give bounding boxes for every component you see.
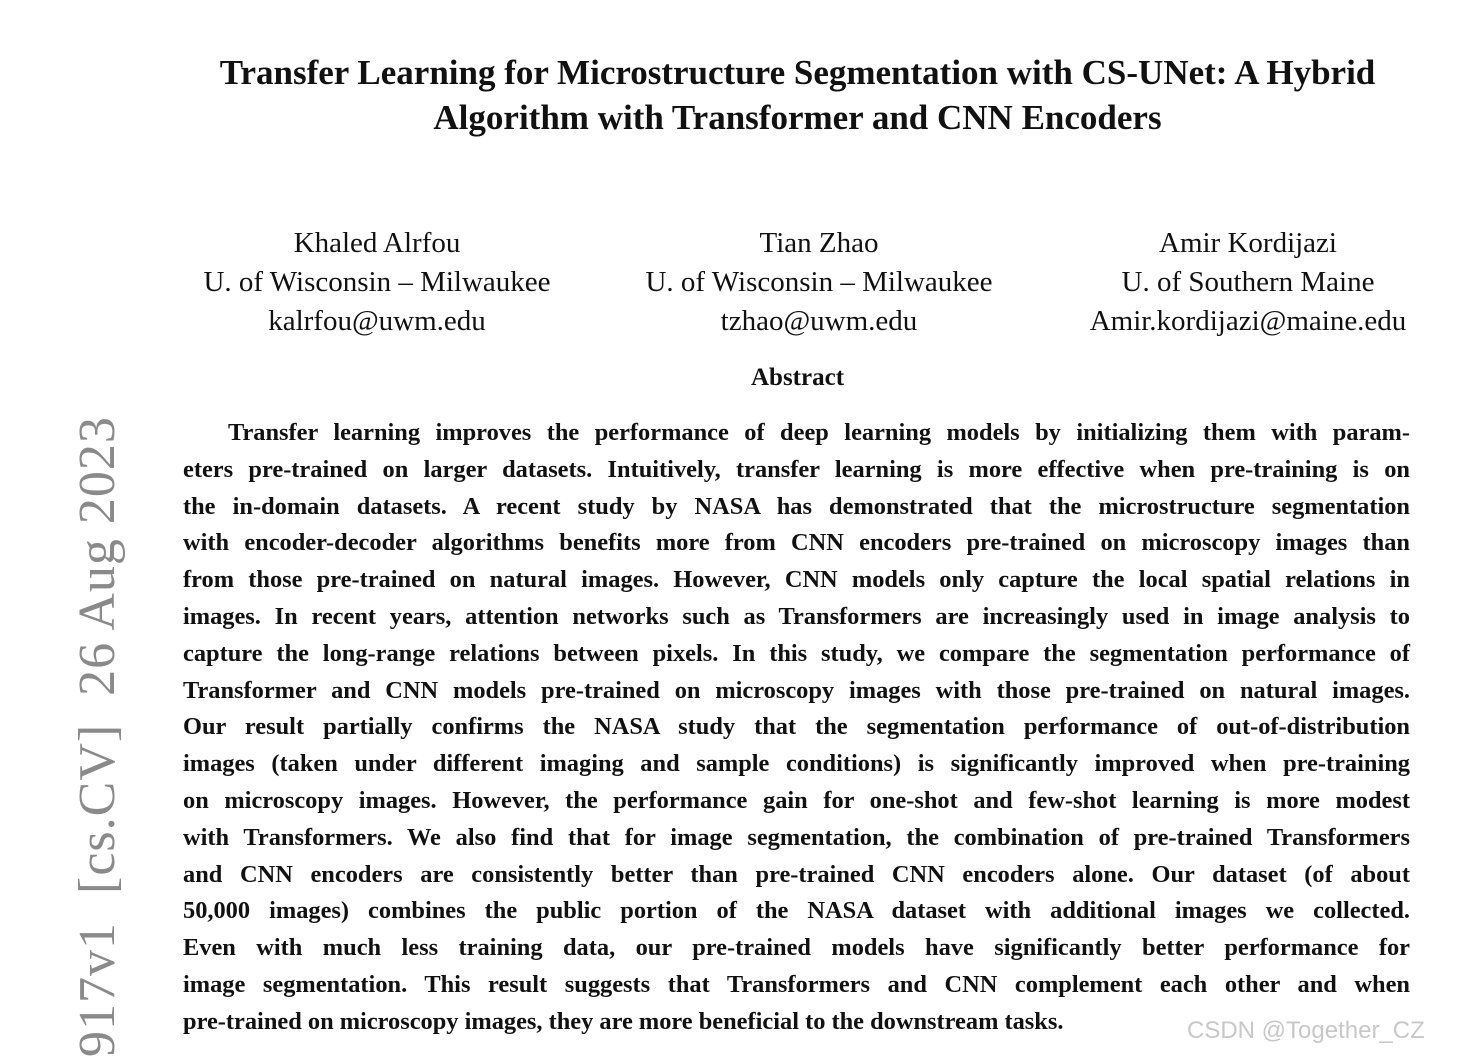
paper-title — [150, 50, 1445, 140]
author-2 — [589, 224, 1049, 341]
author-3 — [1018, 224, 1457, 341]
arxiv-identifier-stamp: 917v1 [cs.CV] 26 Aug 2023 — [69, 416, 126, 1057]
abstract-line: Our result partially confirms the NASA study that the segmentation performance of out-of-distribution — [183, 713, 1410, 741]
abstract-line: with encoder-decoder algorithms benefits more from CNN encoders pre-trained on microscopy images than — [183, 529, 1410, 557]
abstract-line: with Transformers. We also find that for image segmentation, the combination of pre-trained Transformers — [183, 823, 1410, 851]
abstract-line: on microscopy images. However, the performance gain for one-shot and few-shot learning is more modest — [183, 786, 1410, 814]
abstract-body — [183, 415, 1410, 1041]
abstract-heading: Abstract — [750, 364, 845, 391]
author-email: kalrfou@uwm.edu — [268, 305, 486, 337]
author-affiliation: U. of Wisconsin – Milwaukee — [203, 266, 551, 298]
author-email: tzhao@uwm.edu — [720, 305, 918, 337]
author-affiliation: U. of Wisconsin – Milwaukee — [645, 266, 993, 298]
abstract-line: Even with much less training data, our pre-trained models have significantly better performance for — [183, 934, 1410, 962]
author-1 — [147, 224, 607, 341]
abstract-line: and CNN encoders are consistently better than pre-trained CNN encoders alone. Our dataset (of about — [183, 860, 1410, 888]
abstract-line: Transfer learning improves the performance of deep learning models by initializing them with param- — [228, 419, 1410, 446]
author-name: Khaled Alrfou — [293, 227, 461, 259]
abstract-line: image segmentation. This result suggests that Transformers and CNN complement each other and when — [183, 970, 1410, 998]
author-name: Tian Zhao — [759, 227, 879, 259]
title-line-1: Transfer Learning for Microstructure Segmentation with CS-UNet: A Hybrid — [219, 53, 1376, 92]
author-email: Amir.kordijazi@maine.edu — [1089, 305, 1407, 337]
abstract-line: the in-domain datasets. A recent study by NASA has demonstrated that the microstructure segmentation — [183, 492, 1410, 520]
abstract-line: images. In recent years, attention networks such as Transformers are increasingly used in image analysis to — [183, 602, 1410, 630]
abstract-line: 50,000 images) combines the public portion of the NASA dataset with additional images we collected. — [183, 897, 1410, 925]
abstract-line: images (taken under different imaging and sample conditions) is significantly improved when pre-training — [183, 750, 1410, 778]
csdn-watermark: CSDN @Together_CZ — [1187, 1017, 1425, 1044]
abstract-line: Transformer and CNN models pre-trained on microscopy images with those pre-trained on natural images. — [183, 676, 1410, 704]
author-block — [150, 224, 1445, 344]
title-line-2: Algorithm with Transformer and CNN Encoders — [433, 98, 1162, 137]
abstract-line: from those pre-trained on natural images. However, CNN models only capture the local spatial relations in — [183, 566, 1410, 594]
author-name: Amir Kordijazi — [1159, 227, 1337, 259]
abstract-line: eters pre-trained on larger datasets. Intuitively, transfer learning is more effective when pre-training is on — [183, 455, 1410, 483]
abstract-line: pre-trained on microscopy images, they are more beneficial to the downstream tasks. — [183, 1007, 1064, 1035]
abstract-line: capture the long-range relations between pixels. In this study, we compare the segmentation performance of — [183, 639, 1410, 667]
author-affiliation: U. of Southern Maine — [1121, 266, 1375, 298]
